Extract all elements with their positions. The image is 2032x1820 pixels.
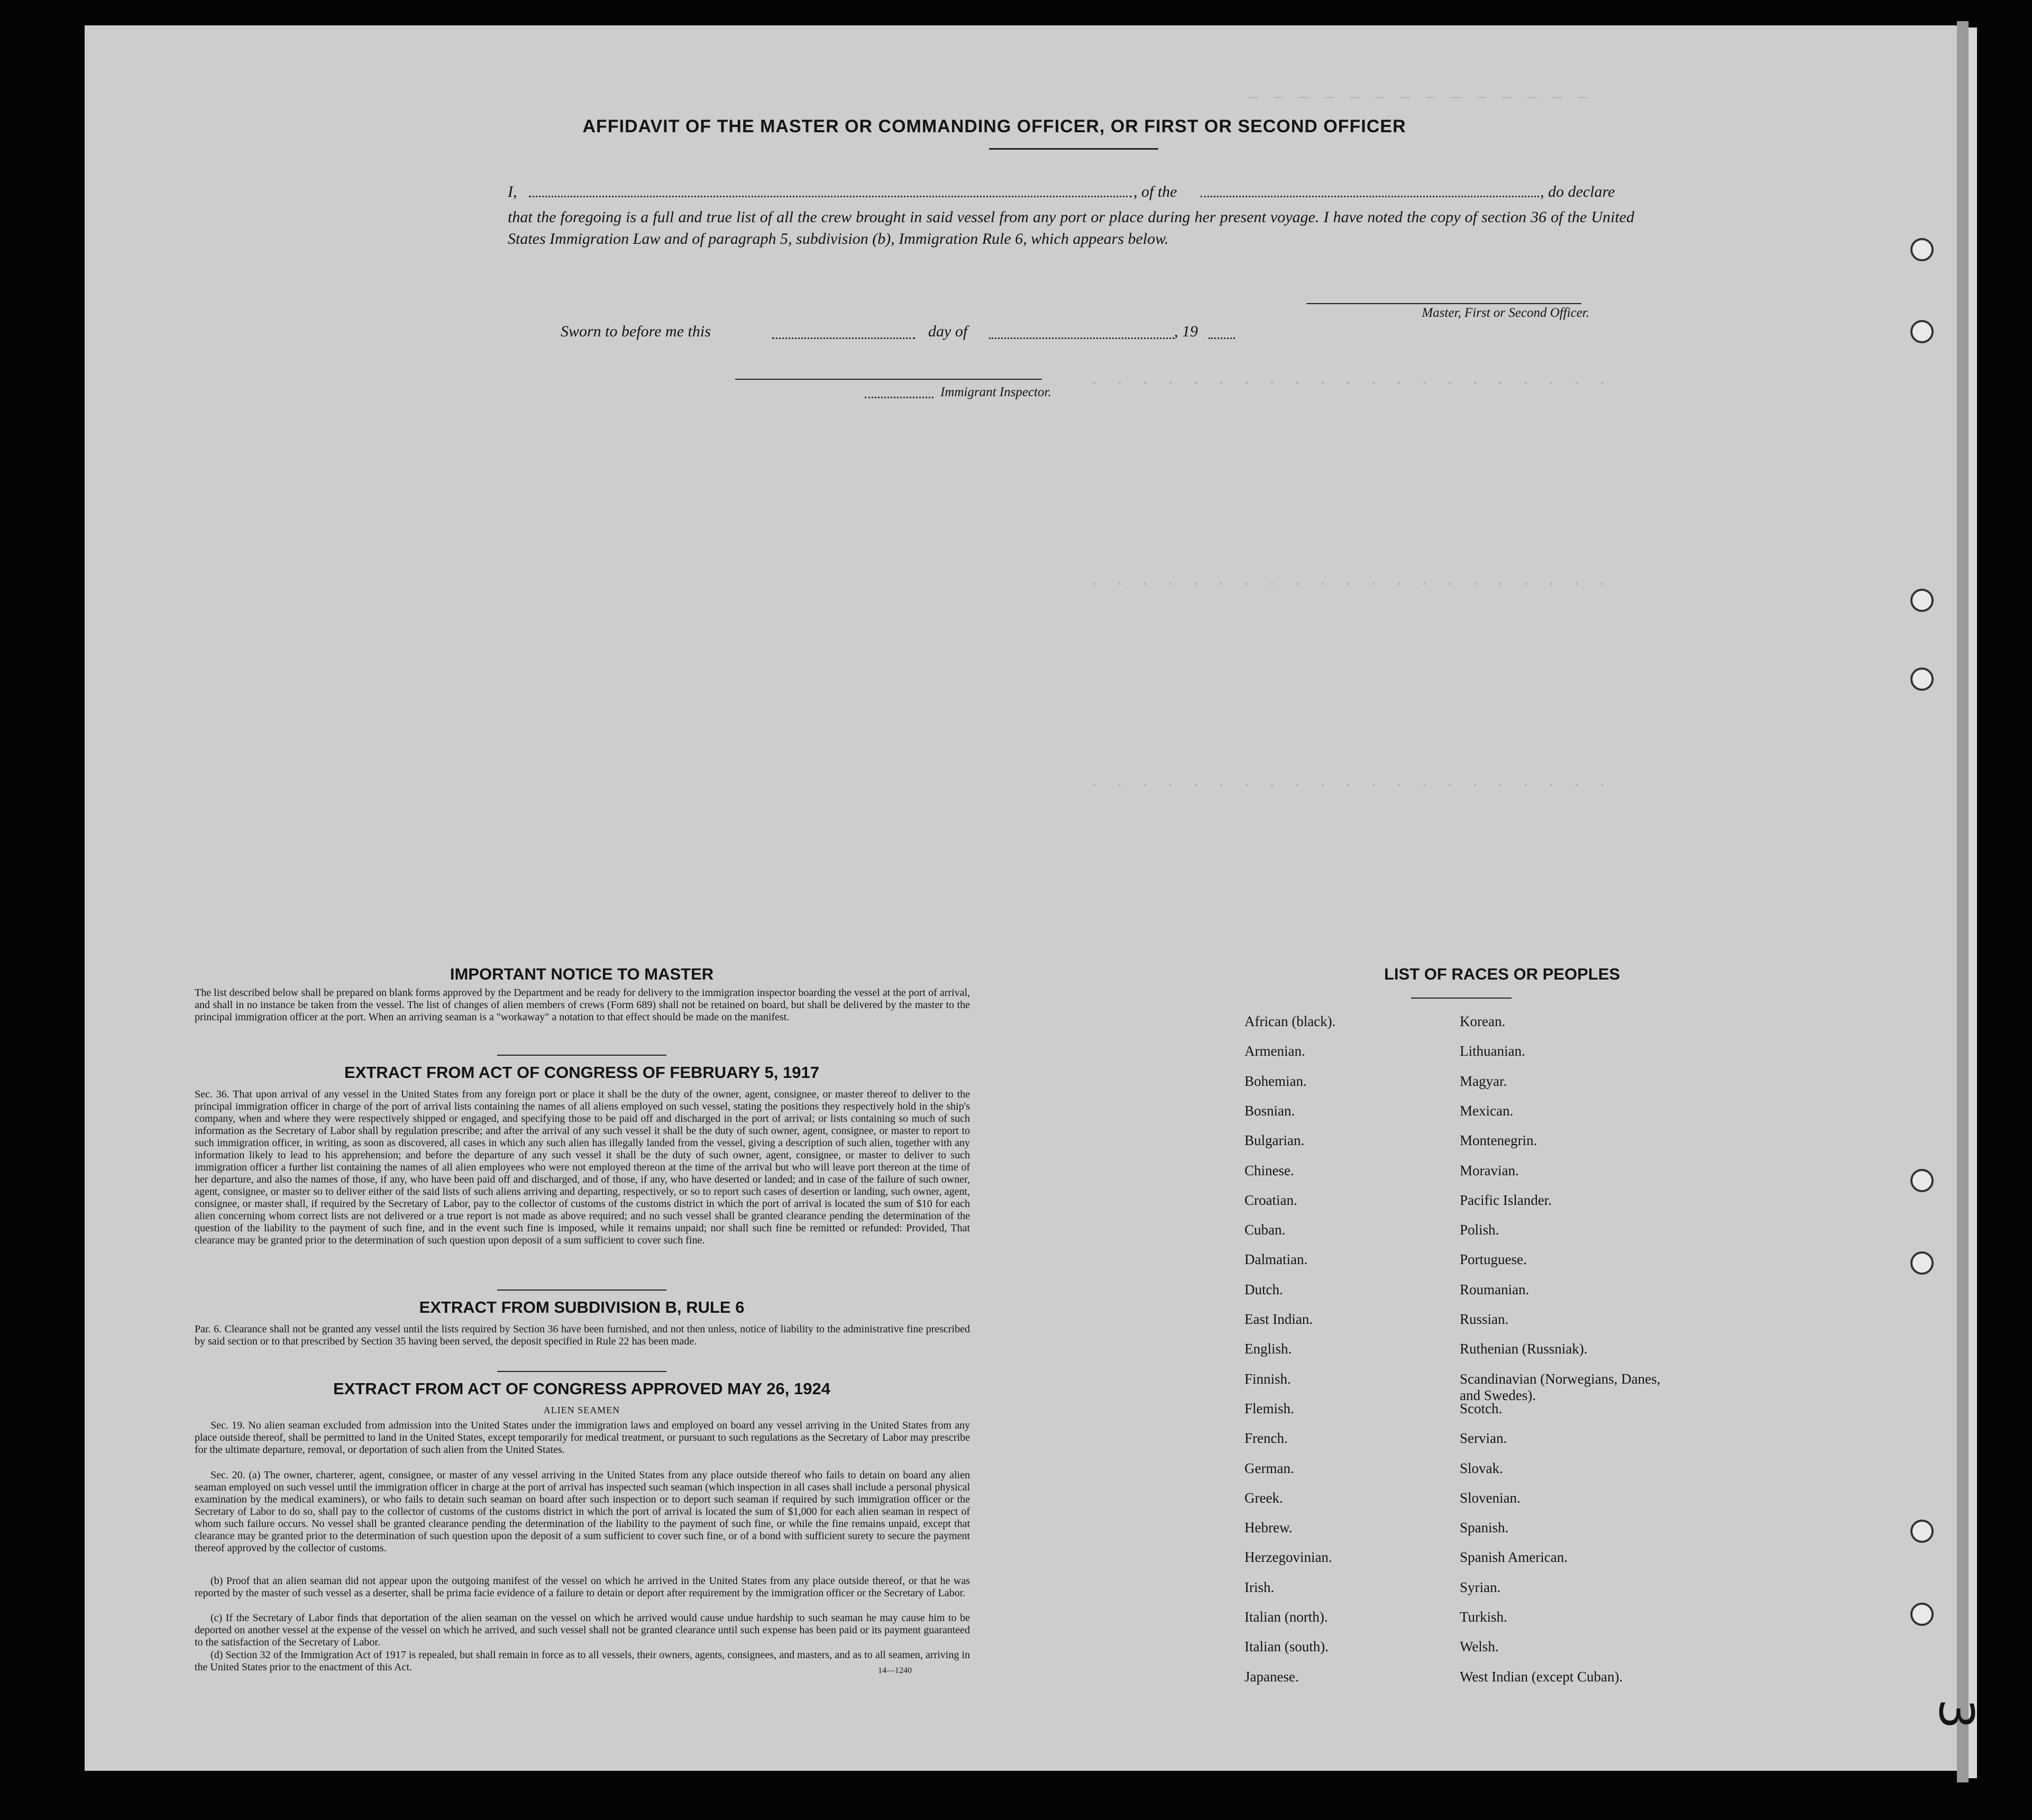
race-item: West Indian (except Cuban). (1460, 1668, 1623, 1685)
subdivision-title: EXTRACT FROM SUBDIVISION B, RULE 6 (419, 1298, 745, 1316)
races-title: LIST OF RACES OR PEOPLES (1384, 965, 1621, 983)
race-item: Syrian. (1460, 1579, 1501, 1595)
race-item: Welsh. (1460, 1639, 1499, 1655)
race-item: Portuguese. (1460, 1251, 1527, 1268)
affidavit-i-label: I, (508, 183, 517, 200)
race-item: Dutch. (1244, 1281, 1283, 1297)
inspector-label: Immigrant Inspector. (940, 385, 1051, 399)
affidavit-declare-label: , do declare (1540, 183, 1615, 200)
affidavit-body: that the foregoing is a full and true list of all the crew brought in said vessel from any port or place during her present voyage. I have noted the copy of section 36 of the United States Immigration Law and of paragraph 5, subdivision (b), Immigration Rule 6, which appears below. (508, 208, 1634, 248)
race-item: Spanish. (1460, 1520, 1509, 1536)
extract-1924-sec20d: (d) Section 32 of the Immigration Act of 1917 is repealed, but shall remain in force as to all vessels, their owners, agents, consignees, and masters, and as to all seamen, arriving in the United States prior to the enactment of this Act. (195, 1649, 970, 1673)
race-item: Armenian. (1244, 1043, 1305, 1059)
punch-hole (1910, 589, 1934, 612)
race-item: Ruthenian (Russniak). (1460, 1341, 1588, 1357)
sworn-prefix: Sworn to before me this (561, 323, 711, 340)
race-item: East Indian. (1244, 1311, 1313, 1327)
race-item: Lithuanian. (1460, 1043, 1525, 1059)
extract-1924-sec20c: (c) If the Secretary of Labor finds that deportation of the alien seaman on the vessel on which he arrived would cause undue hardship to such seaman he may cause him to be deported on another vessel at the expense of the vessel on which he arrived, and such vessel shall not be granted clearance until such expense has been paid or its payment guaranteed to the satisfaction of the Secretary of Labor. (195, 1612, 970, 1648)
races-divider (1411, 998, 1512, 999)
bleed-through-header: — — — — — — — — — — — — — — (1248, 89, 1591, 107)
extract-1924-sec20b: (b) Proof that an alien seaman did not appear upon the outgoing manifest of the vessel on which he arrived in the United States from any place outside thereof, or that he was reported by the master of such vessel as a deserter, shall be prima facie evidence of a failure to detain or deport after requirement by the immigration officer or the Secretary of Labor. (195, 1575, 970, 1599)
race-item: Flemish. (1244, 1400, 1294, 1416)
race-item: German. (1244, 1460, 1294, 1476)
race-item: Bohemian. (1244, 1073, 1307, 1089)
extract-1924-subtitle: ALIEN SEAMEN (543, 1405, 620, 1415)
subdivision-divider (497, 1371, 666, 1372)
race-item: Russian. (1460, 1311, 1509, 1327)
race-item: Moravian. (1460, 1162, 1519, 1178)
name-blank (529, 196, 1132, 197)
race-item: English. (1244, 1341, 1292, 1357)
race-item: Dalmatian. (1244, 1251, 1308, 1268)
bleed-through-row: · · · · · · · · · · · · · · · · · · · · · (1090, 776, 1610, 794)
extract-1917-body: Sec. 36. That upon arrival of any vessel in the United States from any foreign port or place it shall be the duty of the owner, agent, consignee, or master thereof to deliver to the principal immigration officer in charge of the port of arrival lists containing the names of all aliens employed on such vessel, stating the positions they respectively hold in the ship's company, when and where they were respectively shipped or engaged, and specifying those to be paid off and discharged in the port of arrival; or lists containing so much of such information as the Secretary of Labor shall by regulation prescribe; and after the arrival of any such vessel it shall be the duty of such owner, agent, consignee, or master to report to such immigration officer, in writing, as soon as discovered, all cases in which any such alien has illegally landed from the vessel, giving a description of such alien, together with any information likely to lead to his apprehension; and before the departure of any such vessel it shall be the duty of such owner, agent, consignee, or master to deliver to such immigration officer a further list containing the names of all alien employees who were not employed thereon at the time of the arrival but who will leave port thereon at the time of her departure, and also the names of those, if any, who have been paid off and discharged, and of those, if any, who have deserted or landed; and in case of the failure of such owner, agent, consignee, or master so to deliver either of the said lists of such aliens arriving and departing, respectively, or so to report such cases of desertion or landing, such owner, agent, consignee, or master shall, if required by the Secretary of Labor, pay to the collector of customs of the customs district in which the port of arrival is located the sum of $10 for each alien concerning whom correct lists are not delivered or a true report is not made as above required; and no such vessel shall be granted clearance pending the determination of the question of the liability to the payment of such fine, and in the event such fine is imposed, while it remains unpaid; nor shall such fine be remitted or refunded: Provided, That clearance may be granted prior to the determination of such question upon deposit of a sum sufficient to cover such fine. (195, 1089, 970, 1246)
punch-hole (1910, 238, 1934, 261)
inspector-signature-line (735, 379, 1042, 380)
page-edge-stack-2 (1969, 28, 1977, 1778)
sworn-day-label: day of (928, 323, 968, 340)
title-divider (989, 148, 1158, 150)
form-number: 14—1240 (878, 1666, 912, 1675)
bleed-through-row: · · · · · · · · · · · · · · · · · · · · · (1090, 575, 1610, 593)
page-edge-stack (1957, 21, 1969, 1782)
race-item: African (black). (1244, 1013, 1336, 1029)
race-item: Roumanian. (1460, 1281, 1530, 1297)
notice-body: The list described below shall be prepared on blank forms approved by the Department and be ready for delivery to the immigration inspector boarding the vessel at the port of arrival, and shall in no instance be taken from the vessel. The list of changes of alien members of crews (Form 689) shall not be retained on board, but shall be delivered by the master to the principal immigration officer at the port. When an arriving seaman is a "workaway" a notation to that effect should be made on the manifest. (195, 987, 970, 1023)
master-signature-label: Master, First or Second Officer. (1422, 306, 1589, 320)
race-item: Montenegrin. (1460, 1132, 1537, 1149)
race-item: Magyar. (1460, 1073, 1507, 1089)
margin-handwritten-mark: 3 (1928, 1698, 1984, 1730)
notice-title: IMPORTANT NOTICE TO MASTER (450, 965, 714, 983)
race-item: Herzegovinian. (1244, 1549, 1332, 1566)
race-item: Cuban. (1244, 1222, 1286, 1238)
race-item: Polish. (1460, 1222, 1499, 1238)
race-item: Japanese. (1244, 1668, 1299, 1685)
subdivision-body: Par. 6. Clearance shall not be granted any vessel until the lists required by Section 36 have been furnished, and not then unless, notice of liability to the administrative fine prescribed by said section or to that prescribed by Section 35 having been served, the deposit specified in Rule 22 has been made. (195, 1323, 970, 1347)
extract-1917-divider (497, 1289, 666, 1291)
extract-1924-sec20a: Sec. 20. (a) The owner, charterer, agent, consignee, or master of any vessel arriving in the United States from any place outside thereof who fails to detain on board any alien seaman employed on such vessel until the immigration officer in charge at the port of arrival has inspected such seaman (which inspection in all cases shall include a personal physical examination by the medical examiners), or who fails to detain such seaman on board after such inspection or to deport such seaman if required by such immigration officer or the Secretary of Labor to do so, shall pay to the collector of customs of the customs district in which the port of arrival is located the sum of $1,000 for each alien seaman in respect of whom such failure occurs. No vessel shall be granted clearance pending the determination of the liability to the payment of such fine, or while the fine remains unpaid, except that clearance may be granted prior to the determination of such question upon the deposit of a sum sufficient to cover such fine, or of a bond with sufficient surety to secure the payment thereof approved by the collector of customs. (195, 1469, 970, 1554)
master-signature-line (1306, 303, 1581, 304)
extract-1924-title: EXTRACT FROM ACT OF CONGRESS APPROVED MAY 26, 1924 (333, 1379, 830, 1398)
bleed-through-row: · · · · · · · · · · · · · · · · · · · · · (1090, 374, 1610, 392)
race-item: Slovak. (1460, 1460, 1503, 1476)
punch-hole (1910, 667, 1934, 691)
inspector-blank (865, 397, 933, 398)
race-item: Hebrew. (1244, 1520, 1293, 1536)
punch-hole (1910, 1520, 1934, 1543)
punch-hole (1910, 1169, 1934, 1192)
race-item: Spanish American. (1460, 1549, 1568, 1566)
race-item: Pacific Islander. (1460, 1192, 1552, 1208)
race-item: Italian (south). (1244, 1639, 1329, 1655)
race-item: Greek. (1244, 1489, 1283, 1506)
race-item: Italian (north). (1244, 1609, 1328, 1625)
notice-divider (497, 1055, 666, 1056)
punch-hole (1910, 1603, 1934, 1626)
race-item: French. (1244, 1430, 1288, 1447)
punch-hole (1910, 1251, 1934, 1275)
extract-1917-title: EXTRACT FROM ACT OF CONGRESS OF FEBRUARY 5, 1917 (344, 1063, 819, 1082)
sworn-day-blank (772, 337, 915, 339)
race-item: Bosnian. (1244, 1102, 1295, 1119)
sworn-month-blank (989, 337, 1174, 339)
punch-hole (1910, 320, 1934, 343)
affidavit-title: AFFIDAVIT OF THE MASTER OR COMMANDING OFFICER, OR FIRST OR SECOND OFFICER (582, 116, 1406, 136)
race-item: Chinese. (1244, 1162, 1294, 1178)
race-item: Mexican. (1460, 1102, 1514, 1119)
race-item: Turkish. (1460, 1609, 1507, 1625)
race-item: Bulgarian. (1244, 1132, 1305, 1149)
document-sheet (85, 25, 1984, 1771)
race-item: Irish. (1244, 1579, 1275, 1595)
race-item: Servian. (1460, 1430, 1507, 1447)
sworn-year-blank (1209, 337, 1235, 339)
race-item: Scotch. (1460, 1400, 1503, 1416)
race-item: Scandinavian (Norwegians, Danes, and Swedes). (1460, 1370, 1661, 1403)
vessel-blank (1201, 196, 1539, 197)
race-item: Korean. (1460, 1013, 1506, 1029)
race-item: Croatian. (1244, 1192, 1297, 1208)
race-item: Slovenian. (1460, 1489, 1521, 1506)
race-item: Finnish. (1244, 1370, 1291, 1387)
affidavit-of-label: , of the (1133, 183, 1177, 200)
extract-1924-sec19: Sec. 19. No alien seaman excluded from admission into the United States under the immigration laws and employed on board any vessel arriving in the United States from any place outside thereof, shall be permitted to land in the United States, except temporarily for medical treatment, or pursuant to such regulations as the Secretary of Labor may prescribe for the ultimate departure, removal, or deportation of such alien from the United States. (195, 1420, 970, 1456)
sworn-year-label: , 19 (1174, 323, 1198, 340)
